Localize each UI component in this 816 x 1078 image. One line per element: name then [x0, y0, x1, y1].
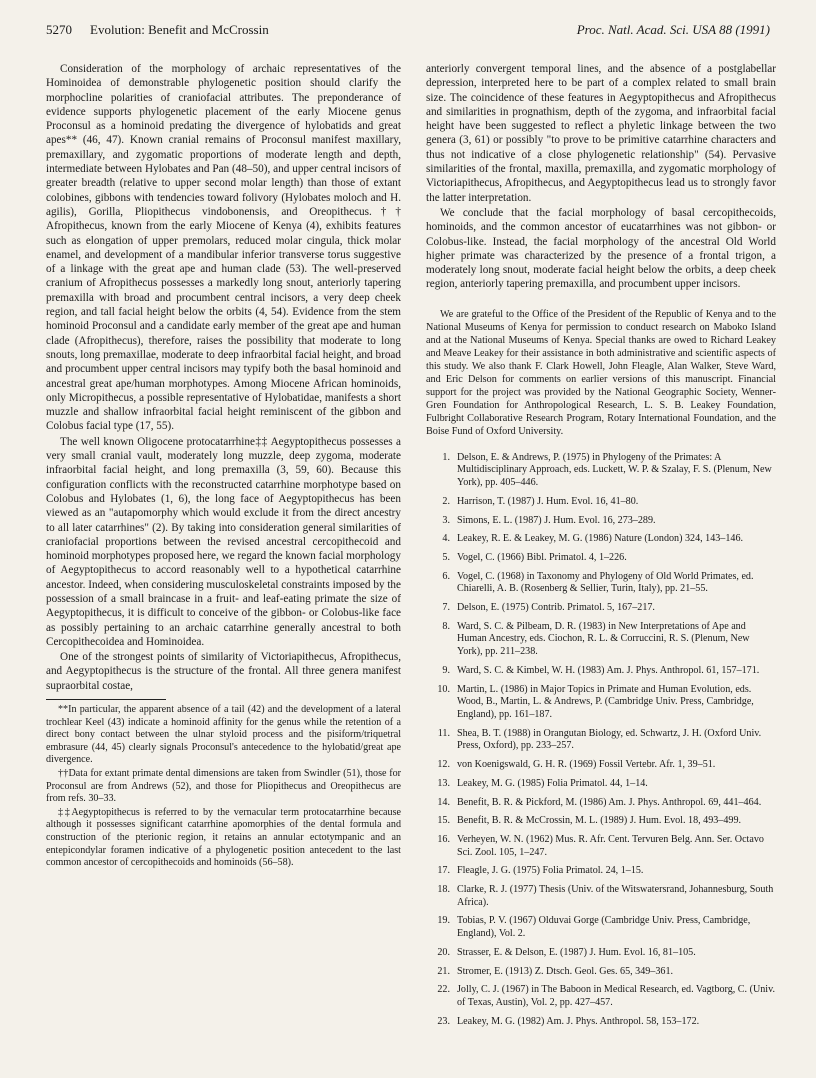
left-column — [46, 62, 401, 870]
footnote: ††Data for extant primate dental dimensions are taken from Swindler (51), those for Proconsul are from Andrews (52), and those for Pliopithecus and Oreopithecus are from refs. 30–33. — [46, 768, 401, 805]
reference-number: 22. — [437, 984, 450, 996]
page-number: 5270 — [46, 22, 72, 37]
reference-text: Leakey, R. E. & Leakey, M. G. (1986) Nature (London) 324, 143–146. — [457, 533, 744, 545]
reference-number: 14. — [437, 796, 450, 808]
reference-text: Strasser, E. & Delson, E. (1987) J. Hum. Evol. 16, 81–105. — [457, 946, 696, 958]
reference-text: Vogel, C. (1966) Bibl. Primatol. 4, 1–226. — [457, 551, 627, 563]
reference-text: Ward, S. C. & Pilbeam, D. R. (1983) in New Interpretations of Ape and Human Ancestry, eds. Ciochon, R. L. & Corruccini, R. S. (Plenum, New York), pp. 211–238. — [457, 620, 750, 658]
reference-number: 16. — [437, 833, 450, 845]
reference-text: Ward, S. C. & Kimbel, W. H. (1983) Am. J. Phys. Anthropol. 61, 157–171. — [457, 664, 760, 676]
reference-item — [426, 728, 776, 753]
reference-number: 15. — [437, 815, 450, 827]
reference-item — [426, 797, 776, 810]
reference-number: 11. — [437, 727, 450, 739]
reference-item — [426, 815, 776, 828]
reference-item — [426, 865, 776, 878]
reference-text: Harrison, T. (1987) J. Hum. Evol. 16, 41–80. — [457, 495, 639, 507]
reference-text: Leakey, M. G. (1982) Am. J. Phys. Anthropol. 58, 153–172. — [457, 1015, 700, 1027]
reference-number: 5. — [442, 551, 450, 563]
reference-number: 17. — [437, 865, 450, 877]
reference-item — [426, 552, 776, 565]
body-paragraph: anteriorly convergent temporal lines, and the absence of a postglabellar depression, interpreted here to be part of a complex related to small brain size. The coincidence of these features in Aegyptopithecus and Afropithecus and similarities in prognathism, depth of the zygoma, and infraorbital facial height have been suggested to reflect a phyletic linkage between the two genera (3, 61) or possibly "to prove to be primitive catarrhine characters and thus not indicative of a close phylogenetic relationship" (54). Pervasive similarities of the frontal, maxilla, premaxilla, and zygomatic morphology of Victoriapithecus, Afropithecus, and Aegyptopithecus lead us to strongly favor the latter interpretation. — [426, 63, 776, 204]
reference-text: Jolly, C. J. (1967) in The Baboon in Medical Research, ed. Vagtborg, C. (Univ. of Texas, Austin), Vol. 2, pp. 427–457. — [457, 984, 776, 1008]
reference-number: 1. — [442, 451, 450, 463]
reference-text: Verheyen, W. N. (1962) Mus. R. Afr. Cent. Tervuren Belg. Ann. Ser. Octavo Sci. Zool. 105, 1–247. — [457, 833, 764, 858]
reference-number: 9. — [442, 664, 450, 676]
reference-item — [426, 1016, 776, 1029]
body-paragraph: One of the strongest points of similarity of Victoriapithecus, Afropithecus, and Aegyptopithecus is the structure of the frontal. All three genera manifest supraorbital costae, — [46, 651, 401, 692]
footnote: **In particular, the apparent absence of a tail (42) and the development of a lateral trochlear Keel (43) indicate a hominoid affinity for the genus while the retention of a direct bony contact between the ulnar styloid process and the pisiform/triquetral embrasure (44, 45) clearly signals Proconsul's antecedence to the hylobatid/great ape divergence. — [46, 704, 401, 766]
right-column — [426, 62, 776, 1034]
reference-item — [426, 515, 776, 528]
reference-item — [426, 947, 776, 960]
reference-item — [426, 452, 776, 490]
reference-item — [426, 602, 776, 615]
journal-citation: Proc. Natl. Acad. Sci. USA 88 (1991) — [576, 22, 770, 37]
footnotes — [46, 704, 401, 870]
running-title: Evolution: Benefit and McCrossin — [90, 22, 269, 37]
reference-item — [426, 884, 776, 909]
reference-text: Martin, L. (1986) in Major Topics in Primate and Human Evolution, eds. Wood, B., Martin, L. & Andrews, P. (Cambridge Univ. Press, Cambridge, England), pp. 161–187. — [457, 683, 754, 720]
reference-number: 10. — [437, 683, 450, 695]
reference-number: 21. — [437, 965, 450, 977]
reference-text: Clarke, R. J. (1977) Thesis (Univ. of the Witswatersrand, Johannesburg, South Africa). — [457, 884, 774, 908]
reference-text: Vogel, C. (1968) in Taxonomy and Phylogeny of Old World Primates, ed. Chiarelli, A. B. (Rosenberg & Sellier, Turin, Italy), pp. 21–55. — [457, 570, 754, 595]
reference-text: von Koenigswald, G. H. R. (1969) Fossil Vertebr. Afr. 1, 39–51. — [457, 759, 716, 771]
reference-number: 12. — [437, 759, 450, 771]
reference-text: Tobias, P. V. (1967) Olduvai Gorge (Cambridge Univ. Press, Cambridge, England), Vol. 2. — [457, 915, 751, 940]
reference-number: 3. — [442, 514, 450, 526]
footnote: ‡‡Aegyptopithecus is referred to by the vernacular term protocatarrhine because although it possesses significant catarrhine apomorphies of the dental formula and construction of the pterionic region, it retains an annular ectotympanic and an entepicondylar foramen indicative of a phylogenetic position antecedent to the last common ancestor of cercopithecoids and hominoids (56–58). — [46, 806, 401, 869]
reference-item — [426, 684, 776, 722]
footnote-divider — [46, 699, 166, 700]
body-paragraph: The well known Oligocene protocatarrhine‡‡ Aegyptopithecus possesses a very small cranial vault, moderately long muzzle, deep zygoma, moderate infraorbital facial height, and long premaxilla (3, 59, 60). Because this configuration conflicts with the reconstructed catarrhine morphotype based on Colobus and Hylobates (1, 6), the long face of Aegyptopithecus has been viewed as an "autapomorphy which would exclude it from the direct ancestry to all later catarrhines" (2). By taking into consideration general similarities of craniofacial proportions between the revised ancestral cercopithecoid and hominoid morphotypes proposed here, we regard the known facial morphology of Aegyptopithecus to accord reasonably well to a hypothetical catarrhine ancestor. Indeed, when considering musculoskeletal constraints imposed by the possession of a small braincase in a fruit- and leaf-eating primate the size of Aegyptopithecus, it is difficult to conceive of the gibbon- or Colobus-like face as possibly pertaining to an archaic catarrhine generally ancestral to both Cercopithecoidea and Hominoidea. — [46, 435, 401, 648]
reference-item — [426, 759, 776, 772]
reference-number: 20. — [437, 946, 450, 958]
reference-item — [426, 533, 776, 546]
reference-text: Simons, E. L. (1987) J. Hum. Evol. 16, 273–289. — [457, 514, 656, 526]
reference-number: 7. — [442, 602, 450, 614]
reference-item — [426, 621, 776, 659]
reference-item — [426, 966, 776, 979]
reference-item — [426, 984, 776, 1009]
body-paragraph: We conclude that the facial morphology of basal cercopithecoids, hominoids, and the common ancestor of eucatarrhines was not gibbon- or Colobus-like. Instead, the facial morphology of the ancestral Old World higher primate was characterized by the presence of a frontal trigon, a moderately long snout, moderate facial height below the orbits, a deep cheek region, anteriorly tapering premaxilla, and procumbent upper incisors. — [426, 206, 776, 291]
reference-text: Shea, B. T. (1988) in Orangutan Biology, ed. Schwartz, J. H. (Oxford Univ. Press, Oxford), pp. 233–257. — [457, 727, 762, 752]
reference-item — [426, 778, 776, 791]
reference-item — [426, 665, 776, 678]
reference-item — [426, 496, 776, 509]
reference-number: 4. — [442, 533, 450, 545]
reference-item — [426, 915, 776, 940]
reference-item — [426, 571, 776, 596]
reference-text: Benefit, B. R. & McCrossin, M. L. (1989) J. Hum. Evol. 18, 493–499. — [457, 815, 742, 827]
reference-text: Benefit, B. R. & Pickford, M. (1986) Am. J. Phys. Anthropol. 69, 441–464. — [457, 796, 762, 808]
reference-item — [426, 834, 776, 859]
reference-text: Delson, E. (1975) Contrib. Primatol. 5, 167–217. — [457, 602, 655, 614]
reference-number: 6. — [442, 570, 450, 582]
reference-number: 2. — [442, 495, 450, 507]
body-paragraph: Consideration of the morphology of archaic representatives of the Hominoidea of demonstrable phylogenetic position should clarify the morphocline polarities of craniofacial attributes. The preponderance of evidence supports phylogenetic placement of the early Miocene genus Proconsul as a hominoid predating the divergence of hylobatids and great apes** (46, 47). Known cranial remains of Proconsul manifest maxillary, premaxillary, and zygomatic proportions of moderate length and depth, intermediate between Hylobates and Pan (48–50), and upper central incisors of greater breadth (relative to upper second molar length) than those of extant colobines, gibbons with tendencies toward folivory (Hylobates moloch and H. agilis), Gorilla, Pliopithecus vindobonensis, and Oreopithecus.†† Afropithecus, known from the early Miocene of Kenya (4), exhibits features such as elongation of upper premolars, reduced molar cingula, thick molar enamel, and development of a mandibular inferior transverse torus suggestive of a linkage with the great ape and human clade (53). The well-preserved cranium of Afropithecus possesses a markedly long snout, anteriorly tapering premaxilla with broad and procumbent central incisors, a very deep cheek region, and tall facial height below the orbits (4, 54). Evidence from the stem hominoid Proconsul and a candidate early member of the great ape and human clade (Afropithecus), therefore, raises the possibility that moderate to long snouts, long premaxillae, moderate to deep infraorbital facial height, and broad and procumbent upper central incisors may typify both the basal hominoid and ancestral great ape/human morphotypes. Among Miocene African hominoids, only Micropithecus, a possible representative of Hylobatidae, manifests a short muzzle and shallow infraorbital facial height reminiscent of the gibbon and Colobus facial type (17, 55). — [46, 63, 401, 433]
reference-number: 19. — [437, 915, 450, 927]
reference-text: Delson, E. & Andrews, P. (1975) in Phylogeny of the Primates: A Multidisciplinary Approach, eds. Luckett, W. P. & Szalay, F. S. (Plenum, New York), pp. 405–446. — [457, 451, 772, 489]
reference-number: 23. — [437, 1015, 450, 1027]
reference-text: Stromer, E. (1913) Z. Dtsch. Geol. Ges. 65, 349–361. — [457, 965, 674, 977]
reference-text: Fleagle, J. G. (1975) Folia Primatol. 24, 1–15. — [457, 865, 644, 877]
reference-text: Leakey, M. G. (1985) Folia Primatol. 44, 1–14. — [457, 777, 648, 789]
reference-list — [426, 452, 776, 1029]
reference-number: 8. — [442, 620, 450, 632]
reference-number: 13. — [437, 777, 450, 789]
page-header — [46, 22, 770, 40]
reference-number: 18. — [437, 884, 450, 896]
acknowledgments: We are grateful to the Office of the President of the Republic of Kenya and to the National Museums of Kenya for permission to conduct research on Maboko Island and at the National Museums of Kenya. Special thanks are owed to Richard Leakey and Meave Leakey for their assistance in both administrative and scientific aspects of this study. We also thank F. Clark Howell, John Fleagle, Alan Walker, Steve Ward, and Eric Delson for comments on earlier versions of this manuscript. Financial support for the project was provided by the National Geographic Society, Wenner-Gren Foundation for Anthropological Research, L. S. B. Leakey Foundation, Fulbright Collaborative Research Program, Rotary International Foundation, and the Boise Fund of Oxford University. — [426, 308, 776, 437]
